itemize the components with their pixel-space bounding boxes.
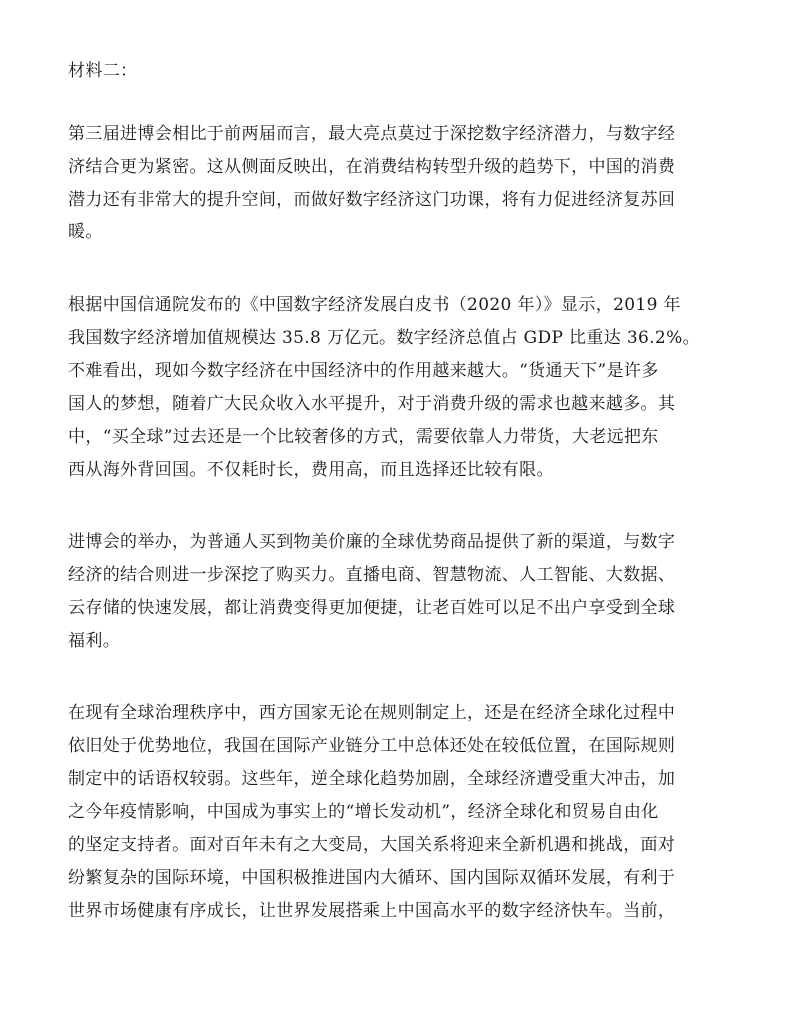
paragraph-4-line-7: 世界市场健康有序成长，让世界发展搭乘上中国高水平的数字经济快车。当前， — [68, 901, 676, 921]
paragraph-4-line-4: 之今年疫情影响，中国成为事实上的“增长发动机”，经济全球化和贸易自由化 — [68, 802, 659, 822]
paragraph-3-line-4: 福利。 — [68, 631, 121, 651]
paragraph-2-line-4: 国人的梦想，随着广大民众收入水平提升，对于消费升级的需求也越来越多。其 — [68, 394, 676, 414]
paragraph-4-line-5: 的坚定支持者。面对百年未有之大变局，大国关系将迎来全新机遇和挑战，面对 — [68, 835, 676, 855]
paragraph-4-line-6: 纷繁复杂的国际环境，中国积极推进国内大循环、国内国际双循环发展，有利于 — [68, 868, 676, 888]
paragraph-4-line-1: 在现有全球治理秩序中，西方国家无论在规则制定上，还是在经济全球化过程中 — [68, 703, 676, 723]
paragraph-3-line-2: 经济的结合则进一步深挖了购买力。直播电商、智慧物流、人工智能、大数据、 — [68, 565, 676, 585]
paragraph-2-line-1: 根据中国信通院发布的《中国数字经济发展白皮书（2020 年）》显示，2019 年 — [68, 295, 681, 315]
paragraph-2-line-2: 我国数字经济增加值规模达 35.8 万亿元。数字经济总值占 GDP 比重达 36.2%。 — [68, 328, 700, 348]
paragraph-1-line-3: 潜力还有非常大的提升空间，而做好数字经济这门功课，将有力促进经济复苏回 — [68, 190, 676, 210]
paragraph-2-line-3: 不难看出，现如今数字经济在中国经济中的作用越来越大。“货通天下”是许多 — [68, 361, 659, 381]
paragraph-2-line-6: 西从海外背回国。不仅耗时长，费用高，而且选择还比较有限。 — [68, 460, 554, 480]
paragraph-4-line-3: 制定中的话语权较弱。这些年，逆全球化趋势加剧，全球经济遭受重大冲击，加 — [68, 769, 676, 789]
paragraph-1-line-4: 暖。 — [68, 222, 103, 242]
paragraph-1-line-2: 济结合更为紧密。这从侧面反映出，在消费结构转型升级的趋势下，中国的消费 — [68, 157, 676, 177]
paragraph-4-line-2: 依旧处于优势地位，我国在国际产业链分工中总体还处在较低位置，在国际规则 — [68, 736, 676, 756]
paragraph-1-line-1: 第三届进博会相比于前两届而言，最大亮点莫过于深挖数字经济潜力，与数字经 — [68, 124, 676, 144]
paragraph-3-line-1: 进博会的举办，为普通人买到物美价廉的全球优势商品提供了新的渠道，与数字 — [68, 532, 676, 552]
material-heading: 材料二： — [68, 61, 138, 81]
paragraph-2-line-5: 中，“买全球”过去还是一个比较奢侈的方式，需要依靠人力带货，大老远把东 — [68, 427, 659, 447]
paragraph-3-line-3: 云存储的快速发展，都让消费变得更加便捷，让老百姓可以足不出户享受到全球 — [68, 598, 676, 618]
